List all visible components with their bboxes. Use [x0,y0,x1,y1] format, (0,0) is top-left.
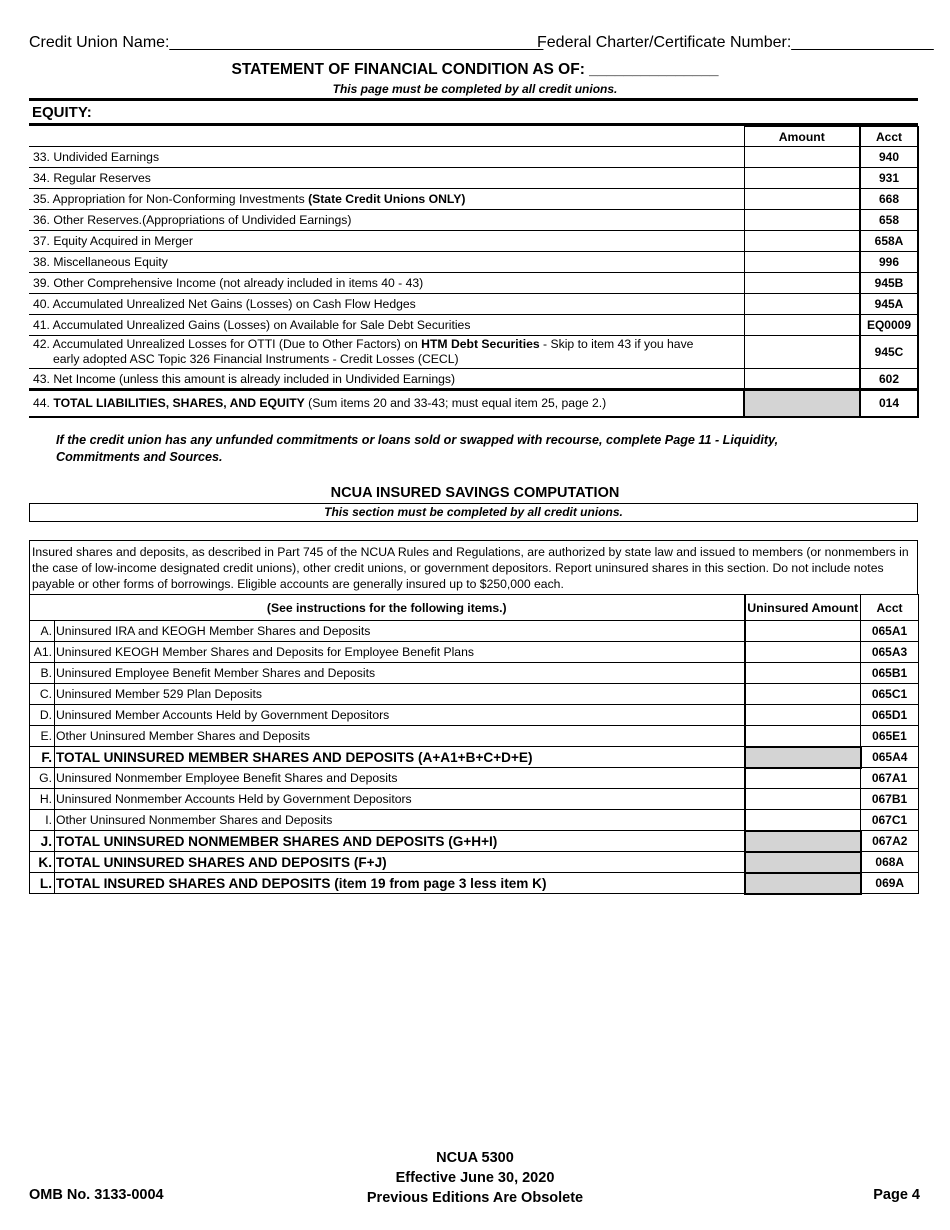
acct-code: 065A1 [861,621,919,642]
amount-input[interactable] [745,705,861,726]
amount-input[interactable] [745,810,861,831]
acct-code: 065D1 [861,705,919,726]
acct-code: 658A [860,231,918,252]
row-letter: F. [30,747,55,768]
total-amount-field[interactable] [745,852,861,873]
row-label: Other Uninsured Member Shares and Deposits [55,726,745,747]
amount-input[interactable] [744,252,860,273]
row-letter: H. [30,789,55,810]
equity-row [29,210,918,231]
uninsured-header-row [30,595,919,621]
row-label: 43. Net Income (unless this amount is already included in Undivided Earnings) [29,369,744,390]
acct-code: 996 [860,252,918,273]
uninsured-row [30,642,919,663]
charter-number-field[interactable]: Federal Charter/Certificate Number:________________ [537,34,934,51]
amount-input[interactable] [744,315,860,336]
amount-input[interactable] [744,231,860,252]
divider [29,98,918,101]
row-label: TOTAL UNINSURED MEMBER SHARES AND DEPOSITS (A+A1+B+C+D+E) [55,747,745,768]
equity-row [29,369,918,390]
uninsured-row [30,684,919,705]
acct-code: 065E1 [861,726,919,747]
acct-code: 069A [861,873,919,894]
equity-row [29,168,918,189]
acct-code: EQ0009 [860,315,918,336]
total-amount-field[interactable] [745,831,861,852]
credit-union-name-field[interactable]: Credit Union Name:__________________________________________ [29,34,544,51]
row-letter: E. [30,726,55,747]
acct-code: 067C1 [861,810,919,831]
equity-section-label: EQUITY: [32,104,92,121]
row-label: 44. TOTAL LIABILITIES, SHARES, AND EQUITY (Sum items 20 and 33-43; must equal item 25, page 2.) [29,390,744,417]
equity-row [29,252,918,273]
acct-code: 668 [860,189,918,210]
amount-input[interactable] [745,726,861,747]
row-letter: B. [30,663,55,684]
amount-input[interactable] [744,147,860,168]
row-label: 34. Regular Reserves [29,168,744,189]
row-label: TOTAL UNINSURED NONMEMBER SHARES AND DEPOSITS (G+H+I) [55,831,745,852]
row-letter: C. [30,684,55,705]
insured-section-title: NCUA INSURED SAVINGS COMPUTATION [330,485,620,501]
amount-input[interactable] [745,663,861,684]
unfunded-commitments-notice: If the credit union has any unfunded commitments or loans sold or swapped with recourse, complete Page 11 - Liquidity, Commitments and Sources. [56,433,779,464]
row-label: Other Uninsured Nonmember Shares and Deposits [55,810,745,831]
amount-input[interactable] [744,189,860,210]
equity-row [29,336,918,369]
acct-code: 065C1 [861,684,919,705]
page-subtitle: This page must be completed by all credit unions. [332,82,618,96]
col-acct-header: Acct [861,595,919,621]
acct-code: 014 [860,390,918,417]
col-uninsured-amount-header: Uninsured Amount [745,595,861,621]
acct-code: 068A [861,852,919,873]
uninsured-row [30,705,919,726]
row-letter: D. [30,705,55,726]
acct-code: 945B [860,273,918,294]
acct-code: 940 [860,147,918,168]
row-label: Uninsured Employee Benefit Member Shares and Deposits [55,663,745,684]
amount-input[interactable] [744,294,860,315]
row-label: Uninsured Member Accounts Held by Government Depositors [55,705,745,726]
row-label: 35. Appropriation for Non-Conforming Investments (State Credit Unions ONLY) [29,189,744,210]
amount-input[interactable] [744,210,860,231]
acct-code: 931 [860,168,918,189]
col-amount-header: Amount [744,127,860,147]
row-label: TOTAL INSURED SHARES AND DEPOSITS (item 19 from page 3 less item K) [55,873,745,894]
row-label: 38. Miscellaneous Equity [29,252,744,273]
uninsured-row [30,810,919,831]
amount-input[interactable] [744,336,860,369]
row-label: Uninsured Nonmember Employee Benefit Shares and Deposits [55,768,745,789]
equity-total-row [29,390,918,417]
col-desc-header: (See instructions for the following items.) [30,595,745,621]
uninsured-row [30,621,919,642]
total-amount-field[interactable] [744,390,860,417]
total-amount-field[interactable] [745,873,861,894]
uninsured-shares-table [29,594,919,895]
uninsured-row [30,768,919,789]
acct-code: 945A [860,294,918,315]
uninsured-row [30,726,919,747]
row-letter: A1. [30,642,55,663]
row-letter: J. [30,831,55,852]
equity-row [29,189,918,210]
uninsured-row [30,663,919,684]
row-label: TOTAL UNINSURED SHARES AND DEPOSITS (F+J) [55,852,745,873]
row-label: 33. Undivided Earnings [29,147,744,168]
equity-row [29,231,918,252]
acct-code: 658 [860,210,918,231]
acct-code: 067B1 [861,789,919,810]
row-label: 41. Accumulated Unrealized Gains (Losses) on Available for Sale Debt Securities [29,315,744,336]
amount-input[interactable] [744,168,860,189]
amount-input[interactable] [745,621,861,642]
equity-row [29,315,918,336]
page-number: Page 4 [873,1187,920,1203]
insured-section-subtitle: This section must be completed by all credit unions. [29,503,918,522]
acct-code: 065B1 [861,663,919,684]
amount-input[interactable] [744,273,860,294]
row-label: 39. Other Comprehensive Income (not already included in items 40 - 43) [29,273,744,294]
total-amount-field[interactable] [745,747,861,768]
row-label: Uninsured Nonmember Accounts Held by Government Depositors [55,789,745,810]
row-label: Uninsured Member 529 Plan Deposits [55,684,745,705]
row-letter: I. [30,810,55,831]
acct-code: 067A2 [861,831,919,852]
form-number: NCUA 5300 [436,1150,514,1166]
equity-row [29,273,918,294]
acct-code: 945C [860,336,918,369]
omb-number: OMB No. 3133-0004 [29,1187,164,1203]
row-label: Uninsured IRA and KEOGH Member Shares and Deposits [55,621,745,642]
uninsured-total-row [30,852,919,873]
row-label: 42. Accumulated Unrealized Losses for OTTI (Due to Other Factors) on HTM Debt Securities - Skip to item 43 if you have early adopted ASC Topic 326 Financial Instruments - Credit Losses (CECL) [29,336,744,369]
acct-code: 602 [860,369,918,390]
amount-input[interactable] [745,768,861,789]
page-title: STATEMENT OF FINANCIAL CONDITION AS OF: _______________ [231,61,719,78]
col-acct-header: Acct [860,127,918,147]
row-label: 37. Equity Acquired in Merger [29,231,744,252]
row-label: 40. Accumulated Unrealized Net Gains (Losses) on Cash Flow Hedges [29,294,744,315]
row-letter: L. [30,873,55,894]
uninsured-total-row [30,831,919,852]
equity-row [29,294,918,315]
insured-total-row [30,873,919,894]
acct-code: 065A4 [861,747,919,768]
amount-input[interactable] [745,789,861,810]
acct-code: 065A3 [861,642,919,663]
equity-row [29,147,918,168]
equity-header-row [29,127,918,147]
row-letter: A. [30,621,55,642]
row-label: 36. Other Reserves.(Appropriations of Undivided Earnings) [29,210,744,231]
insured-intro-text: Insured shares and deposits, as described in Part 745 of the NCUA Rules and Regulations, are authorized by state law and issued to members (or nonmembers in the case of low-income designated credit unions), other credit unions, or government depositors. Report uninsured shares in this section. Do not include notes payable or other forms of borrowings. Eligible accounts are generally insured up to $250,000 each. [29,540,918,595]
amount-input[interactable] [745,642,861,663]
uninsured-row [30,789,919,810]
uninsured-total-row [30,747,919,768]
effective-date: Effective June 30, 2020 [395,1170,555,1186]
amount-input[interactable] [745,684,861,705]
row-label: Uninsured KEOGH Member Shares and Deposits for Employee Benefit Plans [55,642,745,663]
row-letter: G. [30,768,55,789]
obsolete-notice: Previous Editions Are Obsolete [366,1190,584,1206]
row-letter: K. [30,852,55,873]
amount-input[interactable] [744,369,860,390]
equity-table [29,126,919,418]
acct-code: 067A1 [861,768,919,789]
